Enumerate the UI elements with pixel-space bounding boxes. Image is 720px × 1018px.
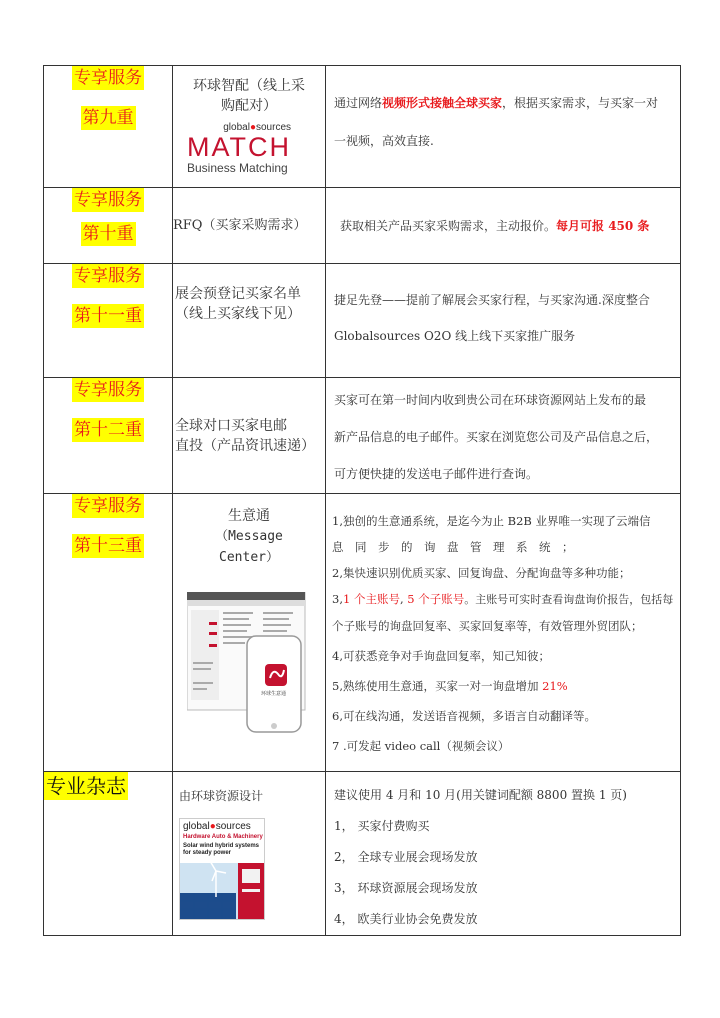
name-cell [173, 378, 326, 494]
magazine-cover: global●sources Hardware Auto & Machinery Solar wind hybrid systems for steady power [179, 818, 265, 920]
table-row [44, 188, 681, 264]
tag-level: 第十一重 [74, 306, 142, 326]
name-cell [173, 494, 326, 772]
table-row [44, 378, 681, 494]
services-table [43, 65, 681, 936]
name-cell [173, 66, 326, 188]
message-center-screenshot [187, 592, 315, 734]
desc-cell: 通过网络视频形式接触全球买家，根据买家需求，与买家一对 一视频，高效直接. [326, 66, 681, 188]
tag-level: 第十重 [82, 224, 134, 244]
service-name: 生意通 （Message Center） [215, 508, 283, 565]
tag-label: 专享服务 [74, 190, 142, 210]
tag-cell [44, 188, 173, 264]
table-row [44, 494, 681, 772]
name-cell [173, 188, 326, 264]
tag-cell [44, 494, 173, 772]
tag-label: 专享服务 [74, 266, 142, 286]
software-window-icon [187, 592, 315, 734]
service-name: 由环球资源设计 [179, 789, 264, 803]
service-name: 全球对口买家电邮 直投（产品资讯速递） [175, 417, 315, 454]
tag-label: 专业杂志 [46, 774, 126, 798]
wind-turbine-icon [180, 863, 264, 919]
tag-cell [44, 264, 173, 378]
name-cell [173, 264, 326, 378]
table-row [44, 264, 681, 378]
desc-cell: 捷足先登——提前了解展会买家行程，与买家沟通.深度整合 Globalsources O2O 线上线下买家推广服务 [326, 264, 681, 378]
tag-cell [44, 772, 173, 936]
desc-cell: 1,独创的生意通系统，是迄今为止 B2B 业界唯一实现了云端信 息 同 步 的 询 盘 管 理 系 统 ； 2,集快速识别优质买家、回复询盘、分配询盘等多种功能； 3,1 个主账号, 5 个子账号。主账号可实时查看询盘询价报告，包括每 个子账号的询盘回复率、买家回复率等，有效管理外贸团队； 4,可获悉竞争对手询盘回复率，知己知彼； 5,熟练使用生意通，买家一对一询盘增加 21% 6,可在线沟通，发送语音视频，多语言自动翻译等。 7 .可发起 video call（视频会议） [326, 494, 681, 772]
tag-label: 专享服务 [74, 68, 142, 88]
tag-level: 第十三重 [74, 536, 142, 556]
match-logo: global●sources MATCH Business Matching [187, 122, 291, 175]
table-row [44, 772, 681, 936]
desc-cell: 建议使用 4 月和 10 月(用关键词配额 8800 置换 1 页) 1， 买家付费购买 2， 全球专业展会现场发放 3， 环球资源展会现场发放 4， 欧美行业协会免费发放 [326, 772, 681, 936]
service-name: RFQ（买家采购需求） [173, 217, 307, 233]
desc-cell: 买家可在第一时间内收到贵公司在环球资源网站上发布的最 新产品信息的电子邮件。买家在浏览您公司及产品信息之后， 可方便快捷的发送电子邮件进行查询。 [326, 378, 681, 494]
name-cell [173, 772, 326, 936]
service-name: 环球智配（线上采 购配对） [193, 78, 305, 114]
tag-level: 第十二重 [74, 420, 142, 440]
table-row [44, 66, 681, 188]
desc-cell: 获取相关产品买家采购需求，主动报价。每月可报 450 条 [326, 188, 681, 264]
tag-cell [44, 378, 173, 494]
app-label: 环球生意通 [261, 691, 287, 697]
tag-level: 第九重 [82, 108, 134, 128]
tag-label: 专享服务 [74, 496, 142, 516]
service-name: 展会预登记买家名单 （线上买家线下见） [175, 286, 301, 322]
tag-label: 专享服务 [74, 380, 142, 400]
tag-cell [44, 66, 173, 188]
